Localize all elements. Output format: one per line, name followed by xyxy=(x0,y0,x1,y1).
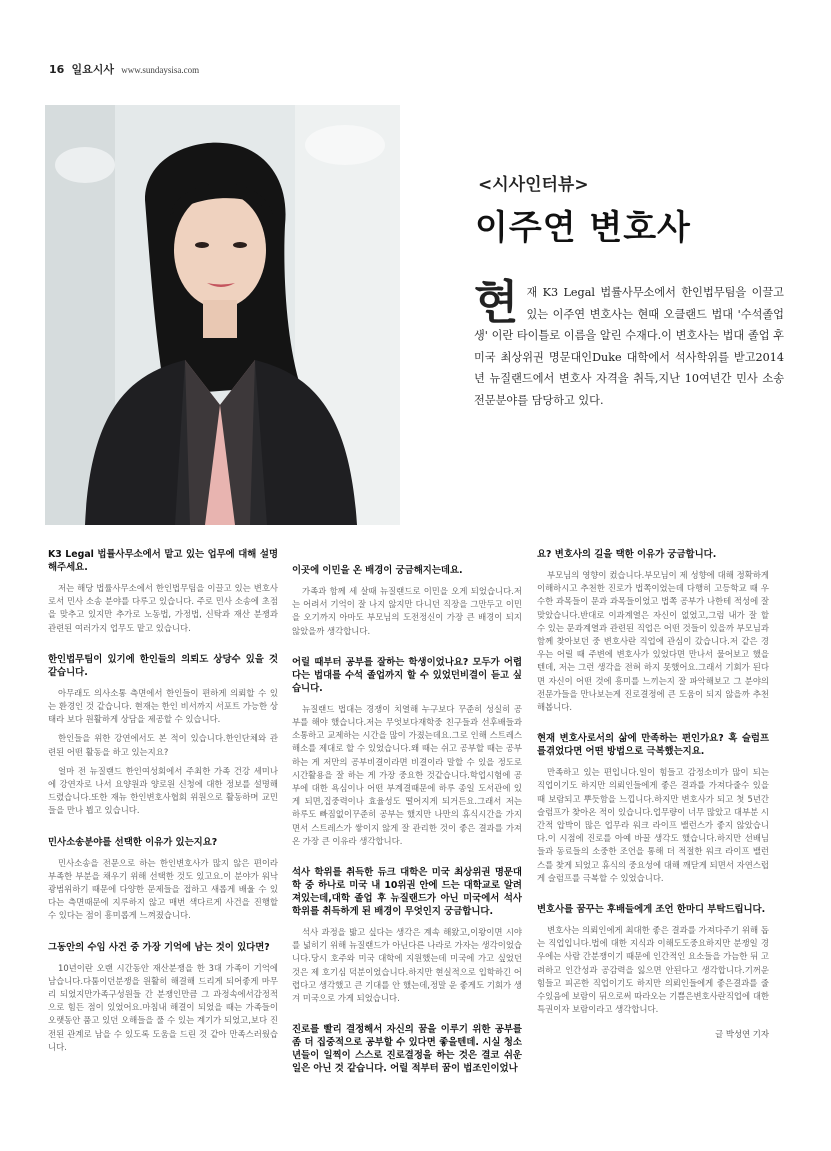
article-column-3 xyxy=(537,548,769,1042)
article-column-2 xyxy=(292,548,522,1083)
answer-paragraph: 저는 해당 법률사무소에서 한인법무팀을 이끌고 있는 변호사로서 민사 소송 분야를 다루고 있습니다. 주로 민사 소송에 초점을 맞추고 있지만 추가로 노동법, 가정법, 신탁과 재산 분쟁과 관련된 여러가지 업무도 맡고 있습니다. xyxy=(48,583,278,633)
answer-paragraph: 변호사는 의뢰인에게 최대한 좋은 결과를 가져다주기 위해 돕는 직업입니다.법에 대한 지식과 이해도도중요하지만 분쟁일 경우에는 사람 간분쟁이기 때문에 인간적인 요소들을 가늠한 뒤 고려하고 인간성과 공감력을 잃으면 안된다고 생각합니다.기꺼운 힘들고 피곤한 직업이기도 하지만 의뢰인들에게 좋은결과를 줄수있음에 보람이 뒤으로써 따라오는 기쁨은변호사란직업에 대한 특권이자 보람이라고 생각합니다. xyxy=(537,925,769,1015)
page-header xyxy=(49,61,199,77)
portrait-photo xyxy=(45,105,400,525)
question-heading: 어릴 때부터 공부를 잘하는 학생이었나요? 모두가 어렵다는 법대를 수석 졸업까지 할 수 있었던비결이 듣고 싶습니다. xyxy=(292,656,522,694)
answer-paragraph: 민사소송을 전문으로 하는 한인변호사가 많지 않은 편이라 부족한 부분을 채우기 위해 선택한 것도 있고요.이 분야가 워낙 광범위하기 때문에 다양한 문제들을 접하고 새롭게 배울 수 있다는 측면때문에 지루하지 않고 매번 색다르게 사건을 진행할 수 있다는 점이 흥미롭게 느껴졌습니다. xyxy=(48,857,278,921)
publication-name: 일요시사 xyxy=(71,63,115,76)
answer-paragraph: 아무래도 의사소통 측면에서 한인들이 편하게 의뢰할 수 있는 환경인 것 같습니다. 현재는 한인 비서까지 서포트 가능한 상태라 보다 원활하게 상담을 제공할 수 있습니다. xyxy=(48,687,278,725)
drop-cap: 현 xyxy=(474,275,519,329)
answer-paragraph: 만족하고 있는 편입니다.일이 힘들고 감정소비가 많이 되는 직업이기도 하지만 의뢰인들에게 좋은 결과를 가져다줄수 있을때 보람되고 뿌듯함을 느낍니다.하지만 변호사가 되고 첫 5년간슬럼프가 찾아온 적이 있습니다.업무량이 너무 많았고 대부분 시간적 압박이 많은 업무라 워크 라이프 밸런스가 좋지 않았습니다.이 시점에 진로를 아예 바꿀 생각도 했습니다.하지만 선배님들과 동료들의 소중한 조언을 통해 더 적절한 워크 라이프 밸런스를 찾게 되었고 휴식의 중요성에 대해 깨닫게 되면서 자연스럽게 슬럼프를 극복할 수 있었습니다. xyxy=(537,767,769,883)
page-number: 16 xyxy=(49,63,65,76)
answer-paragraph: 석사 과정을 밟고 싶다는 생각은 계속 해왔고,이왕이면 시야를 넓히기 위해 뉴질랜드가 아닌다른 나라로 가자는 생각이었습니다.당시 호주와 미국 대학에 지원했는데 미국에 가고 싶었던 것은 제 호기심 덕분이었습니다.하지만 현실적으로 입학하긴 어렵다고 생각했고 큰 기대를 안 했는데,정말 운 좋게도 기회가 생겨 미국으로 가게 되었습니다. xyxy=(292,927,522,1004)
answer-paragraph: 부모님의 영향이 컸습니다.부모님이 제 성향에 대해 정확하게 이해하시고 추천한 진로가 법쪽이었는데 다행히 고등학교 때 우수한 과목들이 문과 과목들이었고 법쪽 공부가 나한테 적성에 잘 맞았습니다.반대로 이과계열은 자신이 없었고,그럼 내가 잘 할 수 있는 문과계열과 관련된 직업은 어떤 것들이 있을까 부모님과 함께 찾아보던 중 변호사란 직업에 관심이 갔습니다.저 같은 경우는 어릴 때 주변에 변호사가 있었다면 만나서 물어보고 했을 텐데, 저는 그런 생각을 전혀 하지 못했어요.그래서 기회가 된다면 자신이 어떤 것에 흥미를 느끼는지 잘 파악해보고 그 분야의 전문가들을 만나보는게 진로결정에 큰 도움이 되지 않을까 추천해봅니다. xyxy=(537,570,769,713)
question-heading: 한인법무팀이 있기에 한인들의 의뢰도 상당수 있을 것 같습니다. xyxy=(48,653,278,678)
article-column-1 xyxy=(48,548,278,1060)
answer-paragraph: 한인들을 위한 강연에서도 본 적이 있습니다.한인단체와 관련된 어떤 활동을 하고 있는지요? xyxy=(48,733,278,757)
question-heading: 현재 변호사로서의 삶에 만족하는 편인가요? 혹 슬럼프를겪었다면 어떤 방법으로 극복했는지요. xyxy=(537,733,769,758)
answer-paragraph: 얼마 전 뉴질랜드 한인여성회에서 주최한 가족 건강 세미나에 강연자로 나서 요양원과 양로원 신청에 대한 정보를 설명해 드렸습니다.또한 재뉴 한인변호사협회 위원으로 활동하며 교민들을 만나 뵙고 있습니다. xyxy=(48,765,278,816)
question-heading: 변호사를 꿈꾸는 후배들에게 조언 한마디 부탁드립니다. xyxy=(537,904,766,916)
answer-paragraph: 뉴질랜드 법대는 경쟁이 치열해 누구보다 꾸준히 성실히 공부를 해야 했습니다.저는 무엇보다재학중 친구들과 선후배들과 소통하고 교제하는 시간을 많이 가졌는데요.그로 인해 스트레스 해소를 제대로 할 수 있었습니다.왜 때는 쉬고 공부할 때는 공부하는 게 저만의 공부비결이라면 비결이라 말할 수 있을 정도로시간활용을 잘 하는 게 가장 중요한 것같습니다.학업시험에 공부에 대한 욕심이나 어떤 부계결때문에 하루 종일 도서관에 있게 되면,집중력이나 효율성도 떨어지게 되거든요.그래서 저는 하루도 빠짐없이꾸준히 공부는 했지만 나만의 휴식시간을 가지면서 스트레스가 쌓이지 않게 잘 관리한 것이 좋은 결과를 가져온 가장 큰 이유라 생각합니다. xyxy=(292,703,522,846)
answer-paragraph: 가족과 함께 세 살때 뉴질랜드로 이민을 오게 되었습니다.저는 어려서 기억이 잘 나지 않지만 다니던 직장을 그만두고 이민을 오기까지 아마도 부모님의 도전정신이 가장 큰 배경이 되지 않았을까 생각합니다. xyxy=(292,586,522,636)
headline: 이주연 변호사 xyxy=(475,208,691,248)
publication-url: www.sundaysisa.com xyxy=(121,65,200,75)
question-heading: 민사소송분야를 선택한 이유가 있는지요? xyxy=(48,836,218,848)
portrait-illustration xyxy=(45,105,400,525)
lead-text: 재 K3 Legal 법률사무소에서 한인법무팀을 이끌고 있는 이주연 변호사는 현때 오클랜드 법대 '수석졸업생' 이란 타이틀로 이름을 알린 수재다.이 변호사는 법대 졸업 후미국 최상위권 명문대인Duke 대학에서 석사학위를 받고2014년 뉴질랜드에서 변호사 자격을 취득,지난 10여년간 민사 소송 전문분야를 담당하고 있다. xyxy=(474,286,784,407)
question-heading: 그동안의 수임 사건 중 가장 기억에 남는 것이 있다면? xyxy=(48,941,270,953)
question-heading: 진로를 빨리 결정해서 자신의 꿈을 이루기 위한 공부를 좀 더 집중적으로 공부할 수 있다면 좋을텐데. 시실 청소년들이 일찍이 스스로 진로결정을 하는 것은 결코 쉬운 일은 아닌 것 같습니다. 어릴 적부터 꿈이 법조인이었나 xyxy=(292,1024,522,1075)
question-heading: K3 Legal 법률사무소에서 맡고 있는 업무에 대해 설명해주세요. xyxy=(48,549,278,573)
question-heading: 석사 학위를 취득한 듀크 대학은 미국 최상위권 명문대학 중 하나로 미국 내 10위권 안에 드는 대학교로 알려져있는데,대학 졸업 후 뉴질랜드가 아닌 미국에서 석사학위를 취득하게 된 배경이 무엇인지 궁금합니다. xyxy=(292,867,522,918)
interview-tag: <시사인터뷰> xyxy=(478,175,589,195)
byline: 글 박성연 기자 xyxy=(715,1029,769,1040)
question-heading: 이곳에 이민을 온 배경이 궁금해지는데요. xyxy=(292,565,463,576)
answer-paragraph: 10년이란 오랜 시간동안 재산분쟁을 한 3대 가족이 기억에 남습니다.다툼이던분쟁을 원활히 해결해 드리게 되어좋게 마무리 되었지만가족구성원들 간 분쟁인만큼 그 과정속에서감정적으로 힘든 점이 있었어요.마침내 해결이 되었을 때는 가족들이 오랫동안 품고 있던 오해들을 풀 수 있는 계기가 되었고,보다 진전된 관계로 남을 수 있도록 도움을 드린 것 같아 만족스러웠습니다. xyxy=(48,962,278,1052)
lead-paragraph xyxy=(474,275,784,412)
question-heading: 요? 변호사의 길을 택한 이유가 궁금합니다. xyxy=(537,549,717,560)
